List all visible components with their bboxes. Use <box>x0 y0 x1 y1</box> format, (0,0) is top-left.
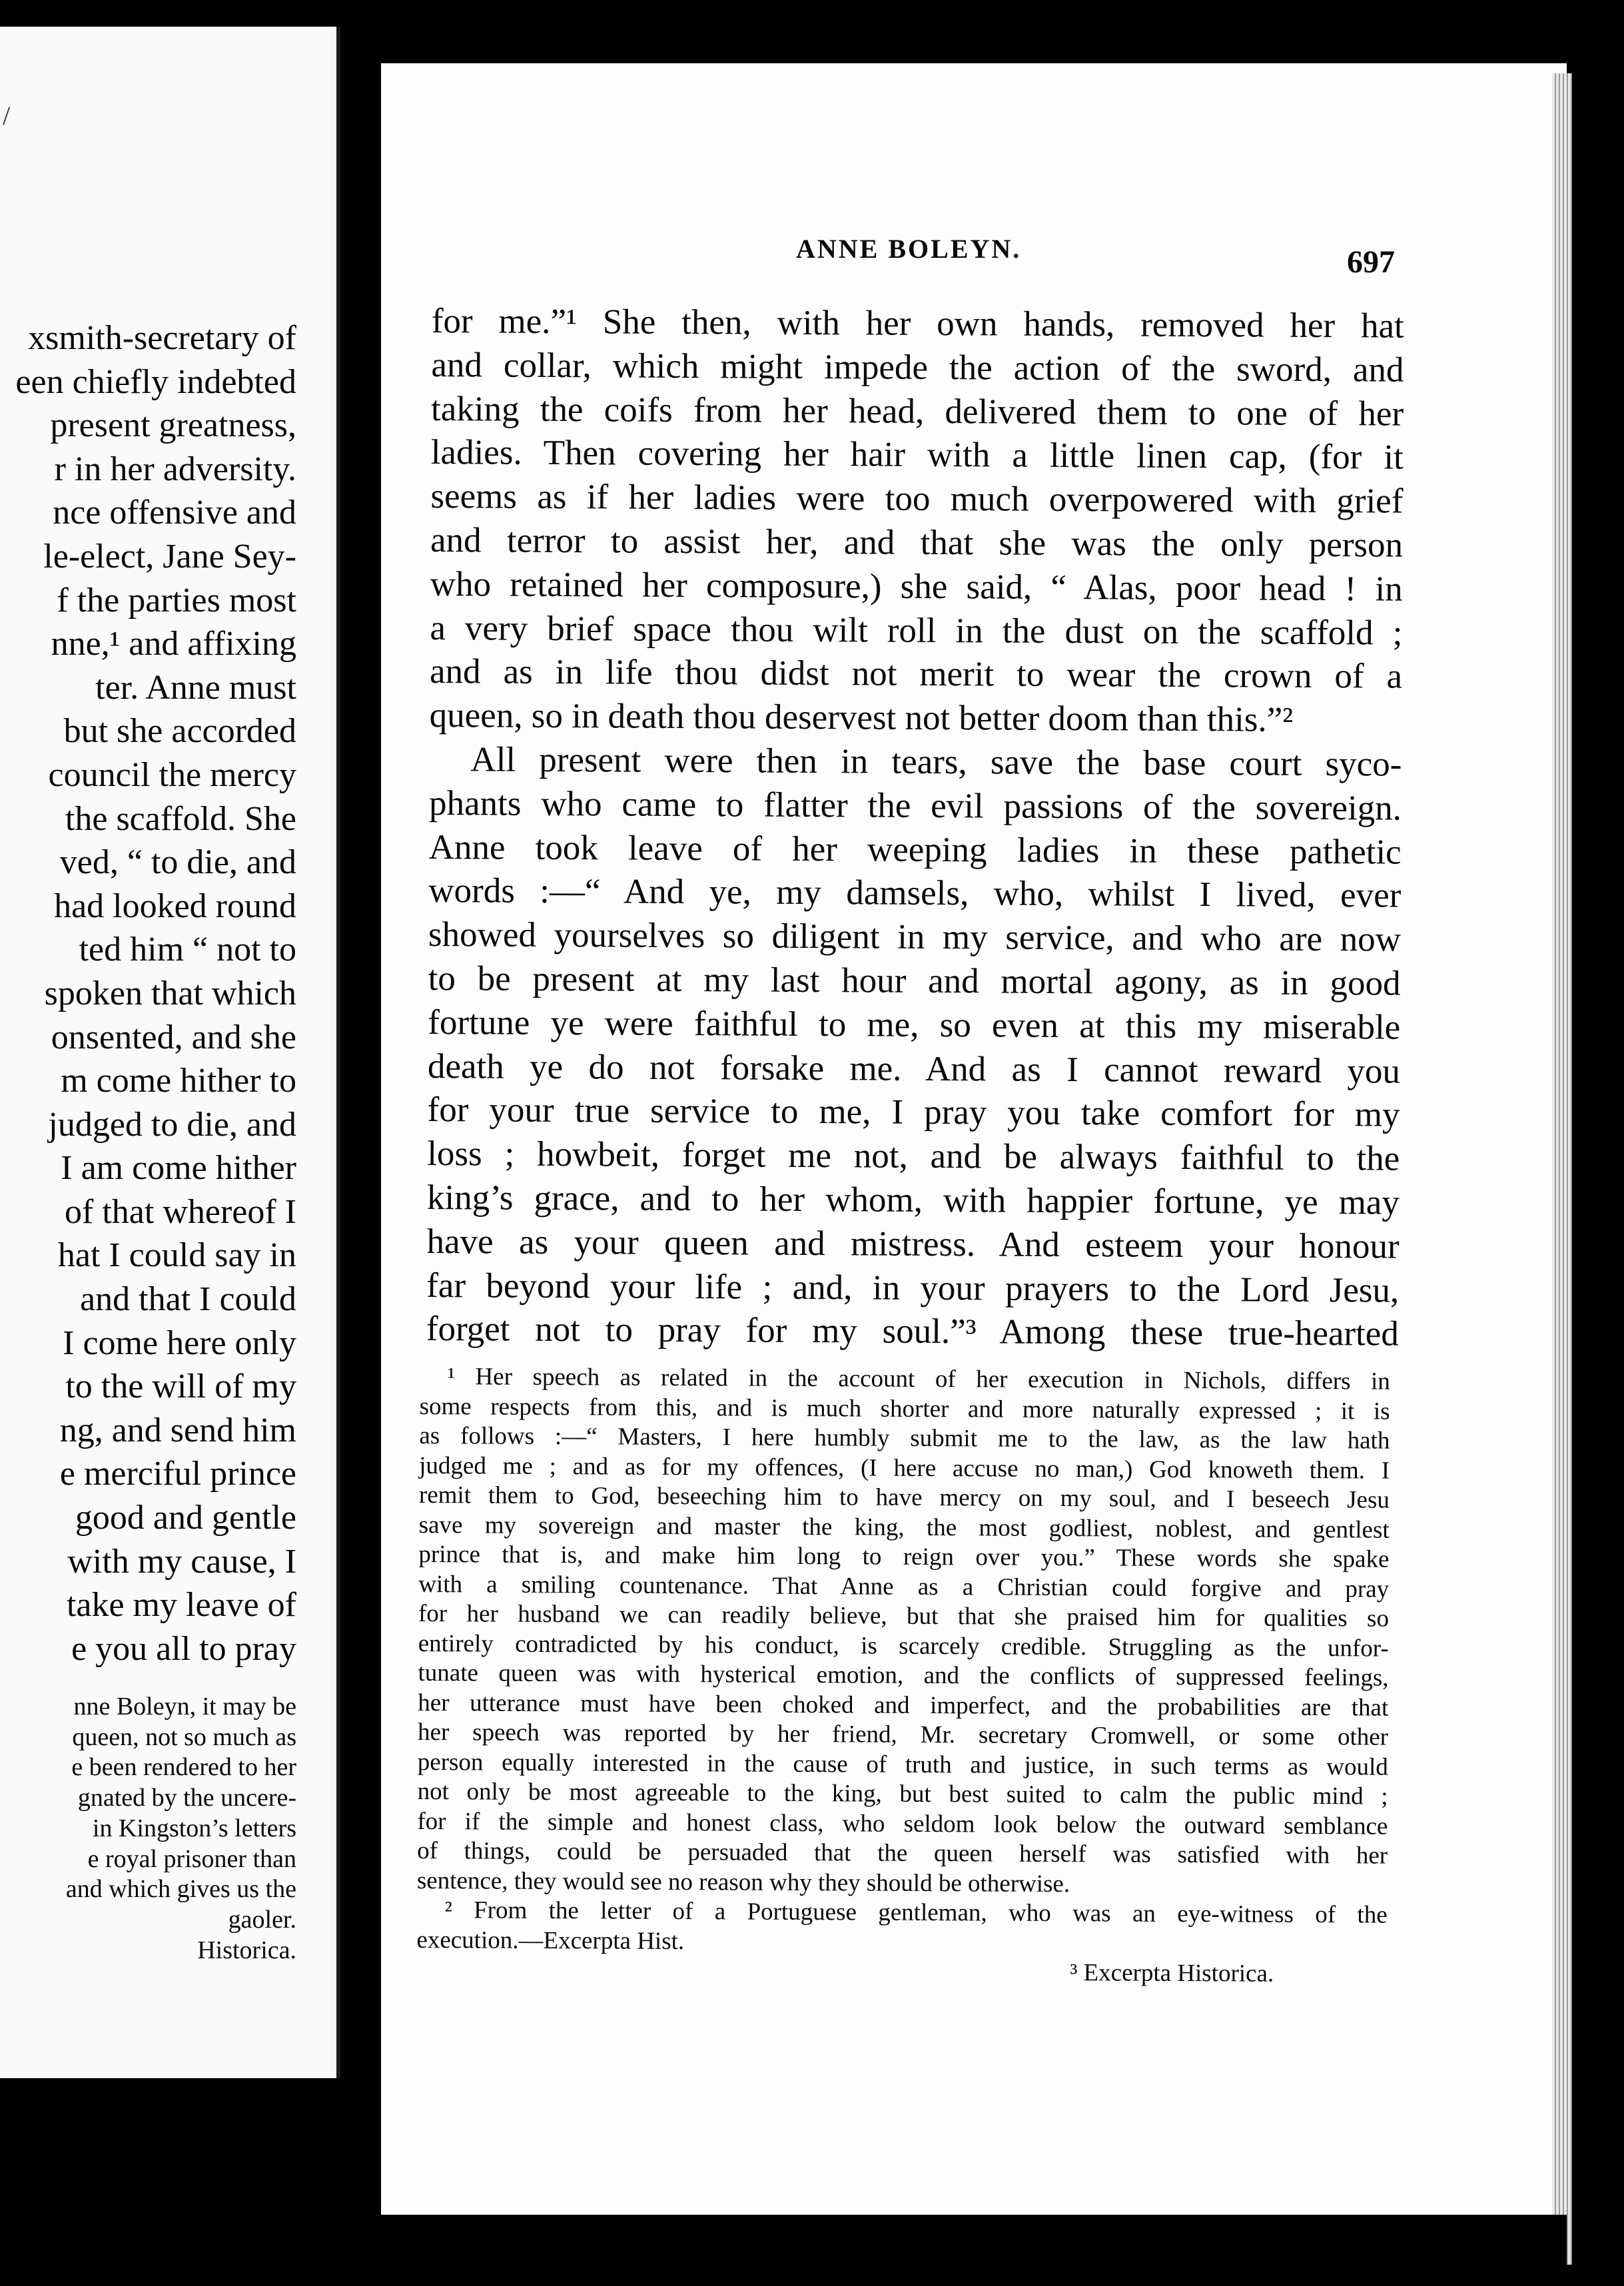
text-line: council the mercy <box>48 755 296 794</box>
text-line: to be present at my last hour and mortal agony, as in good <box>428 958 1401 1003</box>
footnote-line: with a smiling countenance. That Anne as a Christian could forgive and pray <box>418 1570 1390 1603</box>
text-line: good and gentle <box>75 1499 296 1537</box>
text-line: m come hither to <box>61 1062 296 1100</box>
body-text <box>426 300 1404 1357</box>
text-line: who retained her composure,) she said, “ Alas, poor head ! in <box>430 564 1403 609</box>
footnote-line: ² From the letter of a Portuguese gentleman, who was an eye-witness of the <box>444 1896 1388 1929</box>
text-line: and collar, which might impede the action of the sword, and <box>431 345 1404 390</box>
text-line: nce offensive and <box>53 494 296 532</box>
text-line: phants who came to flatter the evil passions of the sovereign. <box>428 783 1402 828</box>
text-line: spoken that which <box>44 974 296 1012</box>
footnote-line: and which gives us the <box>65 1875 296 1904</box>
text-line: for your true service to me, I pray you take comfort for my <box>427 1090 1400 1134</box>
text-line: showed yourselves so diligent in my service, and who are now <box>428 915 1402 959</box>
footnote-line: e royal prisoner than <box>87 1844 296 1873</box>
text-line: seems as if her ladies were too much overpowered with grief <box>430 477 1404 521</box>
footnote-line: person equally interested in the cause of truth and justice, in such terms as would <box>417 1748 1388 1781</box>
text-line: forget not to pray for my soul.”³ Among these true-hearted <box>426 1310 1400 1353</box>
footnote-line: in Kingston’s letters <box>92 1814 296 1842</box>
left-page <box>0 27 340 2078</box>
text-line: king’s grace, and to her whom, with happier fortune, ye may <box>426 1178 1400 1222</box>
running-head: ANNE BOLEYN. <box>796 234 1022 264</box>
footnote-line: judged me ; and as for my offences, (I here accuse no man,) God knoweth them. I <box>419 1451 1390 1485</box>
bottom-shadow <box>381 2215 1567 2286</box>
text-line: onsented, and she <box>51 1018 296 1056</box>
text-line: ng, and send him <box>59 1411 296 1449</box>
page-number: 697 <box>1347 244 1395 280</box>
footnote-line: save my sovereign and master the king, the most godliest, noblest, and gentlest <box>418 1511 1390 1544</box>
text-line: f the parties most <box>57 581 296 619</box>
footnote-line: execution.—Excerpta Hist. <box>416 1926 685 1955</box>
text-line: for me.”¹ She then, with her own hands, removed her hat <box>431 301 1404 346</box>
footnote-line: gnated by the uncere- <box>77 1784 296 1812</box>
text-line: fortune ye were faithful to me, so even at this my miserable <box>428 1002 1401 1047</box>
footnote-line: gaoler. <box>228 1905 296 1934</box>
text-line: xsmith-secretary of <box>28 319 296 357</box>
footnote-line: e been rendered to her <box>71 1753 296 1782</box>
footnote-line: prince that is, and make him long to reign over you.” These words she spake <box>418 1540 1390 1573</box>
text-line: hat I could say in <box>57 1236 296 1275</box>
text-line: I am come hither <box>61 1149 296 1188</box>
text-line: ter. Anne must <box>95 668 296 707</box>
footnote-line: as follows :—“ Masters, I here humbly submit me to the law, as the law hath <box>419 1421 1390 1455</box>
page-edge <box>1552 73 1572 2265</box>
text-line: death ye do not forsake me. And as I cannot reward you <box>427 1046 1401 1091</box>
text-line: and that I could <box>80 1280 296 1319</box>
footnote-line: her speech was reported by her friend, Mr. secretary Cromwell, or some other <box>417 1718 1389 1751</box>
footnote-line: entirely contradicted by his conduct, is scarcely credible. Struggling as the unfor- <box>418 1629 1389 1663</box>
text-line: present greatness, <box>50 406 296 445</box>
text-line: r in her adversity. <box>54 450 296 488</box>
text-line: taking the coifs from her head, delivered them to one of her <box>430 389 1404 434</box>
footnote-line: ³ Excerpta Historica. <box>1070 1959 1274 1988</box>
text-line: have as your queen and mistress. And esteem your honour <box>426 1222 1400 1266</box>
footnote-line: tunate queen was with hysterical emotion, and the conflicts of suppressed feelings, <box>418 1659 1389 1692</box>
text-line: with my cause, I <box>67 1542 296 1581</box>
text-line: loss ; howbeit, forget me not, and be always faithful to the <box>427 1134 1400 1178</box>
text-line: take my leave of <box>66 1586 296 1625</box>
left-page-footnotes <box>0 1692 296 1966</box>
footnote-line: ¹ Her speech as related in the account of her execution in Nichols, differs in <box>447 1363 1390 1395</box>
footnote-line: sentence, they would see no reason why they should be otherwise. <box>416 1866 1070 1898</box>
text-line: ted him “ not to <box>79 931 296 969</box>
text-line: Anne took leave of her weeping ladies in these pathetic <box>428 827 1402 872</box>
text-line: ladies. Then covering her hair with a little linen cap, (for it <box>430 433 1404 478</box>
left-page-mark: / <box>3 101 11 131</box>
text-line: e you all to pray <box>71 1629 296 1668</box>
text-line: words :—“ And ye, my damsels, who, whilst I lived, ever <box>428 871 1402 915</box>
footnotes <box>416 1362 1390 1990</box>
footnote-line: remit them to God, beseeching him to have mercy on my soul, and I beseech Jesu <box>418 1481 1390 1514</box>
text-line: All present were then in tears, save the base court syco- <box>470 740 1402 784</box>
text-line: had looked round <box>54 887 296 925</box>
text-line: een chiefly indebted <box>15 362 296 401</box>
left-page-body <box>0 316 296 1671</box>
footnote-line: for if the simple and honest class, who seldom look below the outward semblance <box>417 1807 1388 1840</box>
text-line: le-elect, Jane Sey- <box>43 537 296 575</box>
footnote-line: her utterance must have been choked and imperfect, and the probabilities are that <box>418 1689 1389 1722</box>
text-line: I come here only <box>63 1324 296 1362</box>
text-line: of that whereof I <box>65 1192 296 1231</box>
text-line: a very brief space thou wilt roll in the dust on the scaffold ; <box>430 608 1403 653</box>
text-line: e merciful prince <box>59 1455 296 1493</box>
text-line: and terror to assist her, and that she was the only person <box>430 520 1404 565</box>
text-line: to the will of my <box>65 1367 296 1406</box>
footnote-line: Historica. <box>197 1936 296 1964</box>
text-line: queen, so in death thou deservest not better doom than this.”² <box>429 696 1294 739</box>
footnote-line: not only be most agreeable to the king, but best suited to calm the public mind ; <box>417 1777 1388 1810</box>
text-line: and as in life thou didst not merit to wear the crown of a <box>429 652 1403 697</box>
text-line: ved, “ to die, and <box>59 843 296 882</box>
footnote-line: of things, could be persuaded that the queen herself was satisfied with her <box>417 1836 1388 1870</box>
text-line: nne,¹ and affixing <box>51 625 296 663</box>
footnote-line: some respects from this, and is much shorter and more naturally expressed ; it is <box>419 1392 1390 1425</box>
text-line: judged to die, and <box>48 1105 296 1144</box>
text-line: but she accorded <box>63 712 296 751</box>
text-line: far beyond your life ; and, in your prayers to the Lord Jesu, <box>426 1266 1400 1310</box>
footnote-line: for her husband we can readily believe, but that she praised him for qualities so <box>418 1599 1390 1633</box>
footnote-line: nne Boleyn, it may be <box>73 1693 296 1720</box>
footnote-line: queen, not so much as <box>72 1722 296 1751</box>
text-line: the scaffold. She <box>65 799 296 838</box>
